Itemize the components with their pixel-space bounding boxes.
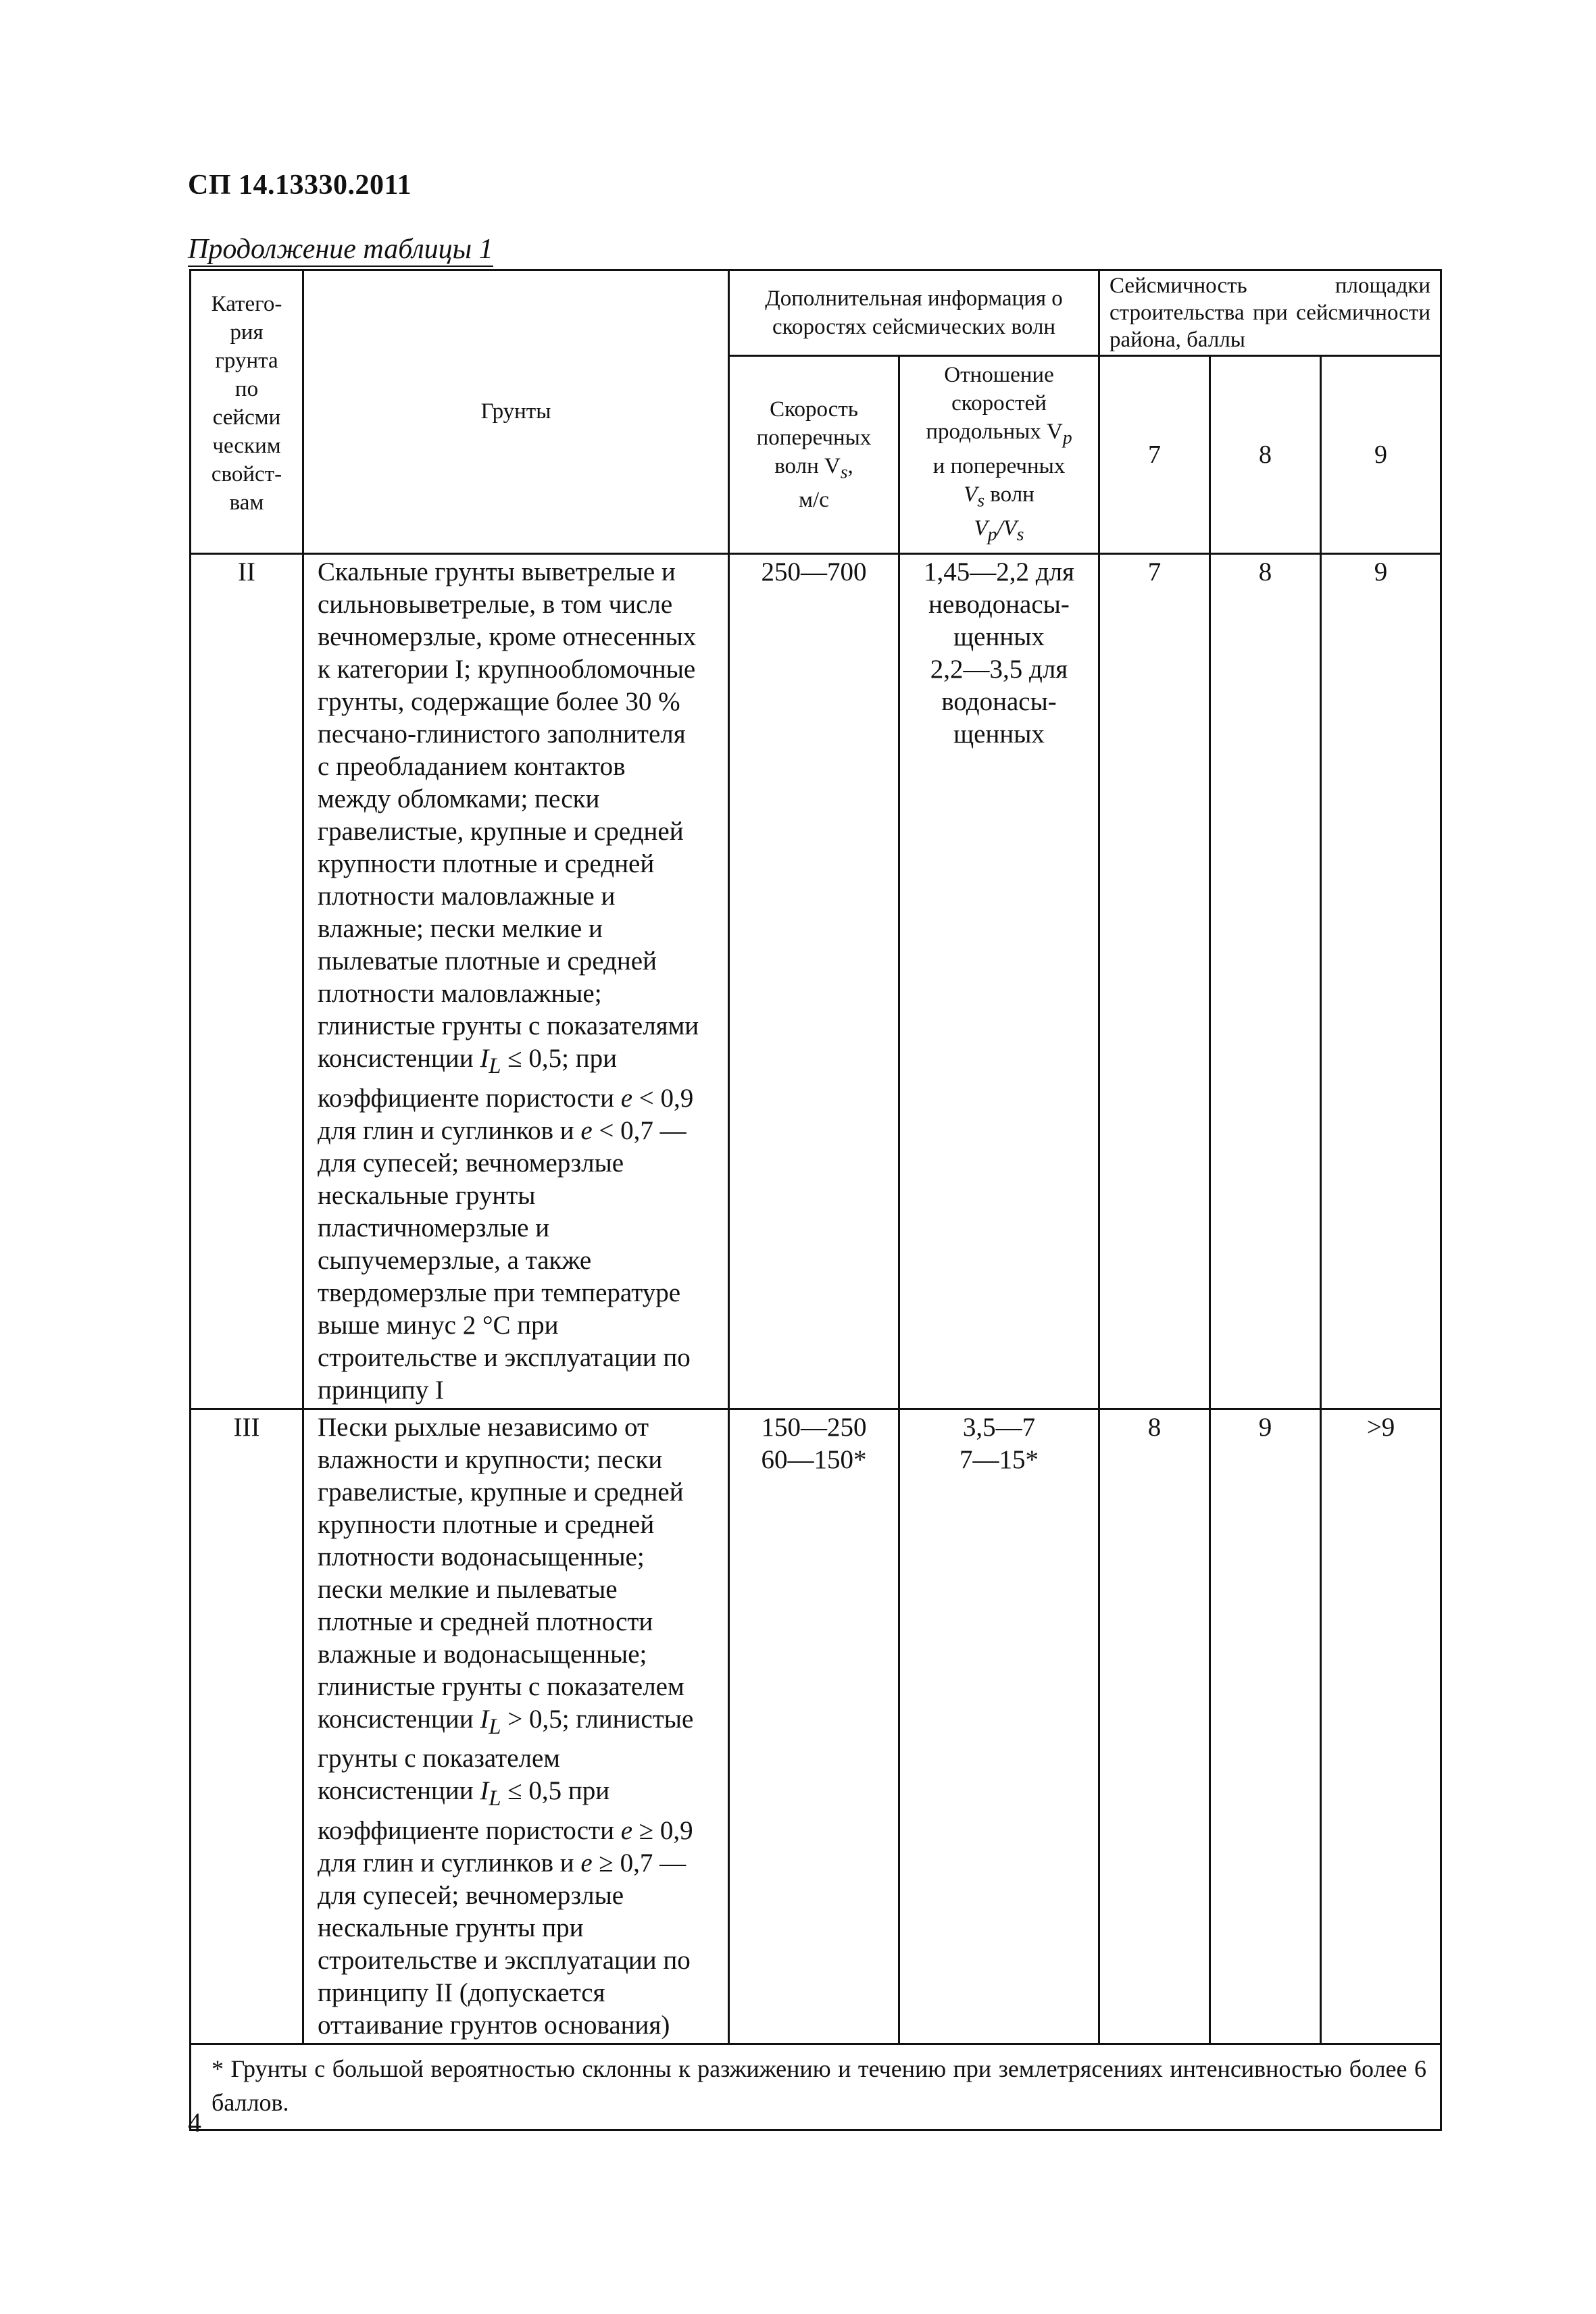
score-cell: >9 <box>1321 1409 1441 2044</box>
score-cell: 8 <box>1099 1409 1210 2044</box>
header-category: Катего- рия грунта по сейсми ческим свойст- вам <box>191 270 303 554</box>
header-seismicity: Сейсмичность площадки строительства при сейсмичности района, баллы <box>1099 270 1441 356</box>
header-velocity-ratio: Отношение скоростей продольных $V_p$ и поперечных $V_s$ волн $V_p/V_s$ <box>899 356 1099 554</box>
document-code: СП 14.13330.2011 <box>188 170 412 201</box>
score-cell: 7 <box>1099 553 1210 1409</box>
soil-description-cell: Скальные грунты выветрелые и сильновыветрелые, в том числе вечномерзлые, кроме отнесенных к категории I; крупнообломочные грунты, содержащие более 30 % песчано-глинистого заполнителя с преобладанием контактов между обломками; пески гравелистые, крупные и средней крупности плотные и средней плотности маловлажные и влажные; пески мелкие и пылеватые плотные и средней плотности маловлажные; глинистые грунты с показателями консистенции $I_L \le 0,5$; при коэффициенте пористости e < 0,9 для глин и суглинков и e < 0,7 — для супесей; вечномерзлые нескальные грунты пластичномерзлые и сыпучемерзлые, а также твердомерзлые при температуре выше минус 2 °С при строительстве и эксплуатации по принципу I <box>303 553 729 1409</box>
score-cell: 9 <box>1321 553 1441 1409</box>
table-row <box>191 1409 1441 2044</box>
score-cell: 8 <box>1210 553 1321 1409</box>
table-row <box>191 553 1441 1409</box>
table-continuation-caption: Продолжение таблицы 1 <box>188 234 493 265</box>
page-number: 4 <box>188 2107 201 2138</box>
header-score-9: 9 <box>1321 356 1441 554</box>
table-footnote: * Грунты с большой вероятностью склонны к разжижению и течению при землетрясениях интенсивностью более 6 баллов. <box>191 2044 1441 2130</box>
header-shear-wave-velocity: Скорость поперечных волн $V_s$, м/с <box>729 356 899 554</box>
header-score-8: 8 <box>1210 356 1321 554</box>
score-cell: 9 <box>1210 1409 1321 2044</box>
velocity-ratio-cell: 1,45—2,2 для неводонасы- щенных 2,2—3,5 для водонасы- щенных <box>899 553 1099 1409</box>
header-soils: Грунты <box>303 270 729 554</box>
soil-description-cell: Пески рыхлые независимо от влажности и крупности; пески гравелистые, крупные и средней крупности плотные и средней плотности водонасыщенные; пески мелкие и пылеватые плотные и средней плотности влажные и водонасыщенные; глинистые грунты с показателем консистенции $I_L > 0,5$; глинистые грунты с показателем консистенции $I_L \le 0,5$ при коэффициенте пористости e ≥ 0,9 для глин и суглинков и e ≥ 0,7 — для супесей; вечномерзлые нескальные грунты при строительстве и эксплуатации по принципу II (допускается оттаивание грунтов основания) <box>303 1409 729 2044</box>
shear-velocity-cell: 150—250 60—150* <box>729 1409 899 2044</box>
shear-velocity-cell: 250—700 <box>729 553 899 1409</box>
header-score-7: 7 <box>1099 356 1210 554</box>
category-cell: III <box>191 1409 303 2044</box>
velocity-ratio-cell: 3,5—7 7—15* <box>899 1409 1099 2044</box>
soil-category-table <box>189 269 1442 2131</box>
header-wave-info: Дополнительная информация о скоростях сейсмических волн <box>729 270 1099 356</box>
category-cell: II <box>191 553 303 1409</box>
